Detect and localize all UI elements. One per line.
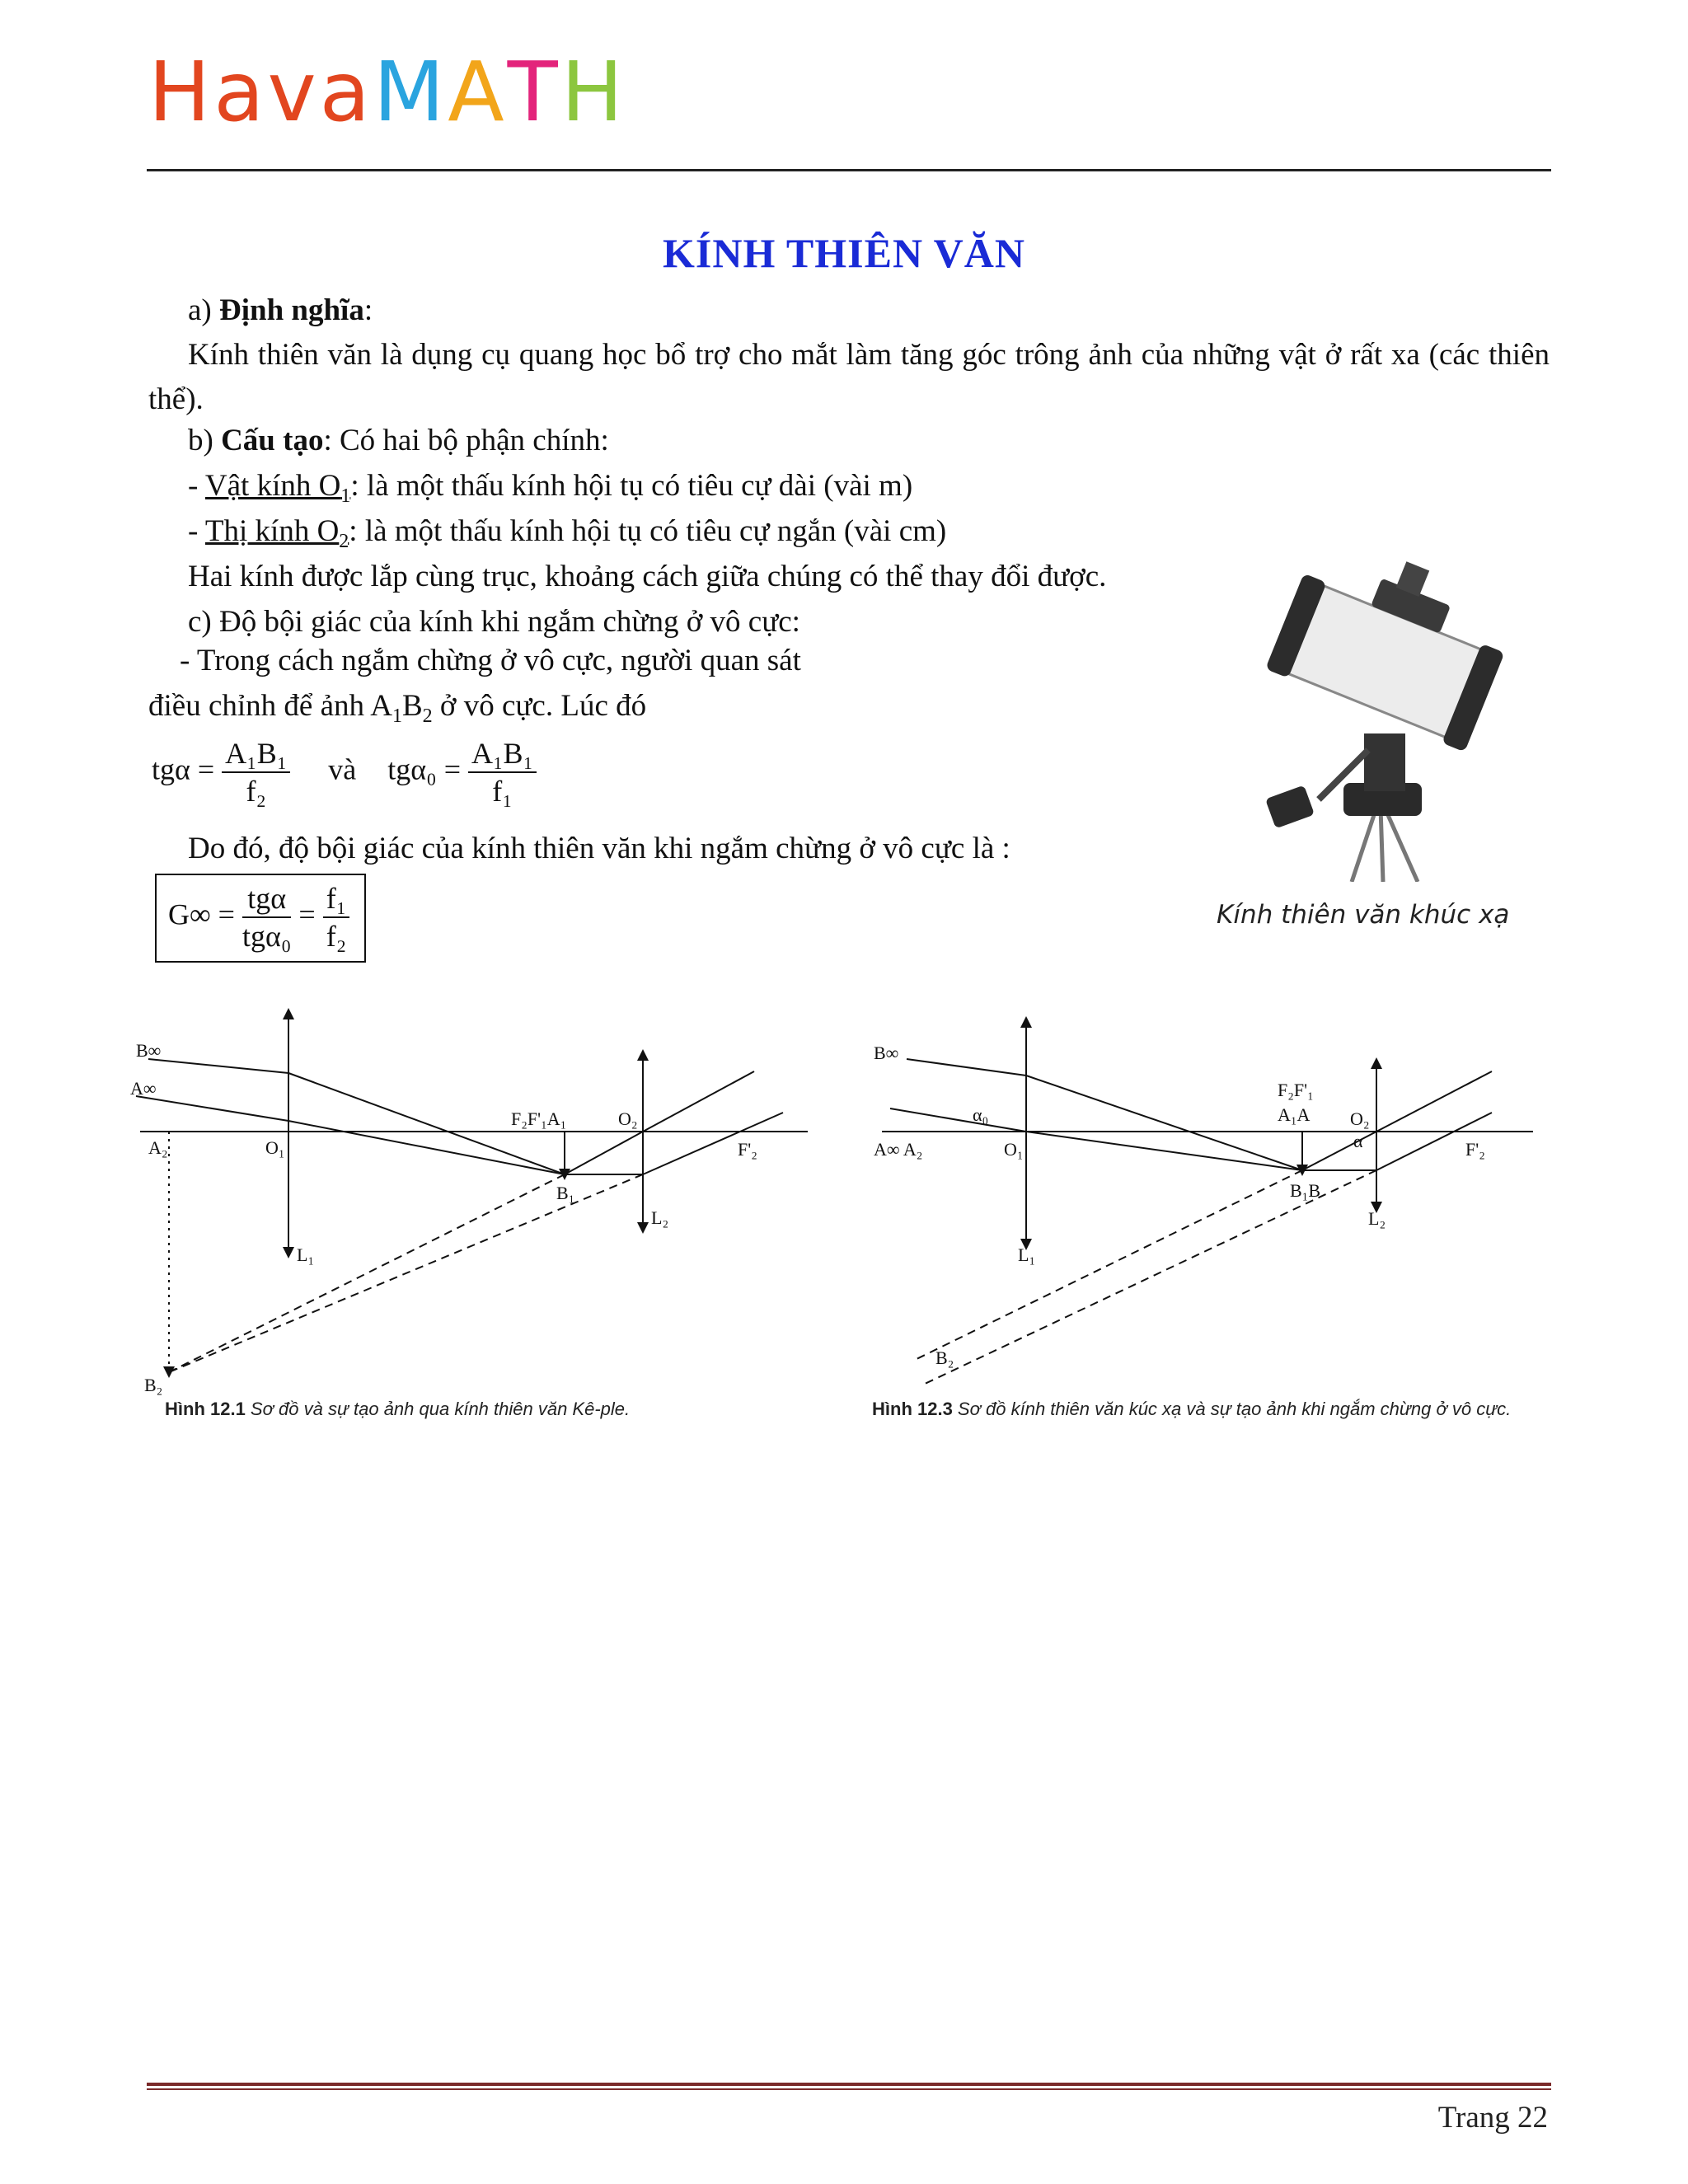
header-rule xyxy=(147,169,1551,171)
label-binf: B∞ xyxy=(136,1040,162,1061)
logo-letter: a xyxy=(319,44,373,140)
label-l2: L₂ xyxy=(1368,1208,1386,1229)
section-b-heading: b) Cấu tạo: Có hai bộ phận chính: xyxy=(188,424,609,457)
ray-b-refracted xyxy=(1026,1076,1302,1170)
section-b-item-eyepiece: - Thị kính $O_2$: là một thấu kính hội tụ có tiêu cự ngắn (vài cm) xyxy=(188,514,947,552)
ray-a-refracted xyxy=(1026,1132,1302,1170)
label-binf: B∞ xyxy=(874,1043,899,1063)
section-c-line1: - Trong cách ngắm chừng ở vô cực, người quan sát xyxy=(180,644,801,677)
ray-virtual-2 xyxy=(169,1174,643,1372)
footer-rule-thin xyxy=(147,2088,1551,2090)
logo-letter: a xyxy=(213,44,268,140)
label-b1b: B₁B xyxy=(1290,1180,1321,1201)
figure-refractor-diagram xyxy=(874,1014,1545,1397)
refracting-telescope-image xyxy=(1253,536,1525,882)
logo-letter: H xyxy=(148,44,214,140)
figure2-caption: Hình 12.3 Sơ đồ kính thiên văn kúc xạ và sự tạo ảnh khi ngắm chừng ở vô cực. xyxy=(872,1399,1512,1419)
ray-out-1 xyxy=(643,1071,754,1132)
label-ainf-a2: A∞ A₂ xyxy=(874,1139,923,1160)
label-l2: L₂ xyxy=(651,1207,669,1228)
mount-head xyxy=(1364,733,1405,791)
ray-binf xyxy=(148,1059,288,1073)
label-f2p: F'₂ xyxy=(1465,1139,1485,1160)
label-a1a: A₁A xyxy=(1278,1104,1311,1125)
logo-letter: T xyxy=(507,44,561,140)
ray-out-2 xyxy=(643,1113,783,1174)
label-f2p: F'₂ xyxy=(738,1139,757,1160)
label-b2: B₂ xyxy=(144,1375,163,1395)
label-alpha0: α₀ xyxy=(973,1104,989,1125)
logo-letter: v xyxy=(267,44,320,140)
logo-letter: M xyxy=(373,44,448,140)
magnification-formula-box: G∞ = $\frac{\text{tgα}}{\text{tgα₀}}$ = $\frac{\text{f₁}}{\text{f₂}}$ xyxy=(155,874,366,963)
footer-rule xyxy=(147,2083,1551,2086)
label-b1: B₁ xyxy=(556,1183,575,1203)
label-b2: B₂ xyxy=(935,1347,954,1368)
havamath-logo xyxy=(148,44,626,140)
formula-tga: tgα = $\frac{\text{A₁B₁}}{\text{f₂}}$ và tgα₀ = $\frac{\text{A₁B₁}}{\text{f₁}}$ xyxy=(152,735,537,809)
ray-ainf xyxy=(890,1108,1026,1132)
ray-binf xyxy=(907,1059,1026,1076)
logo-letter: A xyxy=(448,44,508,140)
label-f2f1a1: F₂F'₁A₁ xyxy=(511,1108,567,1129)
label-o1: O₁ xyxy=(265,1137,285,1158)
section-c-heading: c) Độ bội giác của kính khi ngắm chừng ở vô cực: xyxy=(188,605,800,639)
telescope-tube xyxy=(1264,536,1522,752)
label-o2: O₂ xyxy=(618,1108,638,1129)
ray-b1-to-o2 xyxy=(1302,1132,1376,1170)
ray-virtual-1 xyxy=(169,1174,565,1372)
page-number: Trang 22 xyxy=(1437,2101,1548,2135)
section-c-line2: điều chỉnh để ảnh $A_1B_2$ ở vô cực. Lúc đó xyxy=(148,689,647,727)
formula-and: và xyxy=(328,752,357,786)
section-b-item-objective: - Vật kính $O_1$: là một thấu kính hội tụ có tiêu cự dài (vài m) xyxy=(188,469,913,507)
counterweight xyxy=(1265,785,1315,829)
ray-virtual-2 xyxy=(923,1170,1376,1385)
figure-kepler-diagram xyxy=(124,997,824,1397)
logo-letter: H xyxy=(560,44,626,140)
label-o1: O₁ xyxy=(1004,1139,1024,1160)
section-b-note: Hai kính được lắp cùng trục, khoảng cách giữa chúng có thể thay đổi được. xyxy=(188,560,1107,593)
label-alpha: α xyxy=(1353,1131,1363,1151)
label-l1: L₁ xyxy=(297,1244,315,1265)
section-c-conclusion: Do đó, độ bội giác của kính thiên văn khi ngắm chừng ở vô cực là : xyxy=(188,832,1010,865)
ray-ainf xyxy=(136,1096,288,1121)
label-l1: L₁ xyxy=(1018,1244,1036,1265)
section-a-heading: a) Định nghĩa: xyxy=(188,293,373,327)
tripod xyxy=(1352,808,1418,882)
ray-out-1 xyxy=(1376,1071,1492,1132)
label-f2f1: F₂F'₁ xyxy=(1278,1080,1314,1100)
label-o2: O₂ xyxy=(1350,1108,1370,1129)
photo-caption: Kính thiên văn khúc xạ xyxy=(1217,900,1510,930)
label-ainf: A∞ xyxy=(130,1078,157,1099)
section-a-text: Kính thiên văn là dụng cụ quang học bổ trợ cho mắt làm tăng góc trông ảnh của những vật ở rất xa (các thiên thể). xyxy=(148,338,1550,416)
page-title: KÍNH THIÊN VĂN xyxy=(662,230,1026,276)
label-a2: A₂ xyxy=(148,1137,168,1158)
figure1-caption: Hình 12.1 Sơ đồ và sự tạo ảnh qua kính thiên văn Kê-ple. xyxy=(165,1399,631,1419)
ray-b1-to-o2 xyxy=(565,1132,643,1174)
ray-virtual-1 xyxy=(915,1170,1302,1360)
